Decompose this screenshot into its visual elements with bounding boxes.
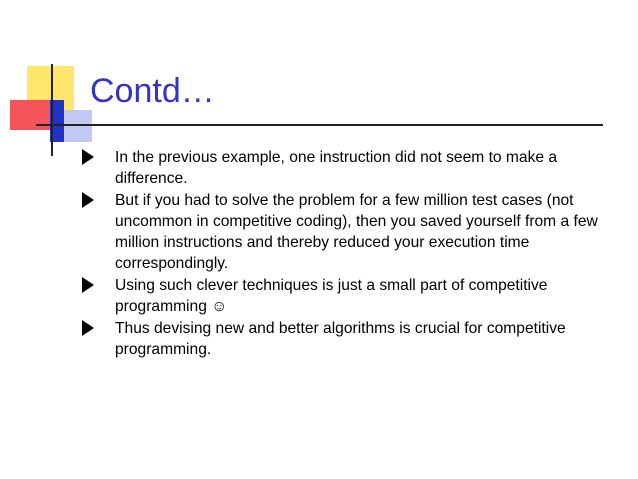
title-underline: [36, 124, 603, 126]
triangle-bullet-icon: [82, 192, 94, 208]
bullet-list: [82, 147, 622, 361]
bullet-text: But if you had to solve the problem for a few million test cases (not uncommon in competitive coding), then you saved yourself from a few million instructions and thereby reduced your execution time correspondingly.: [115, 192, 598, 272]
deco-vertical-line: [51, 64, 53, 156]
slide-title: Contd…: [90, 72, 215, 110]
bullet-item: [82, 190, 622, 274]
bullet-item: [82, 318, 622, 360]
bullet-text: Thus devising new and better algorithms is crucial for competitive programming.: [115, 320, 566, 358]
triangle-bullet-icon: [82, 149, 94, 165]
bullet-text: In the previous example, one instruction did not seem to make a difference.: [115, 149, 558, 187]
triangle-bullet-icon: [82, 277, 94, 293]
bullet-text: Using such clever techniques is just a small part of competitive programming ☺: [115, 277, 548, 315]
bullet-item: [82, 147, 622, 189]
deco-light-blue-square: [64, 110, 92, 142]
bullet-item: [82, 275, 622, 317]
triangle-bullet-icon: [82, 320, 94, 336]
